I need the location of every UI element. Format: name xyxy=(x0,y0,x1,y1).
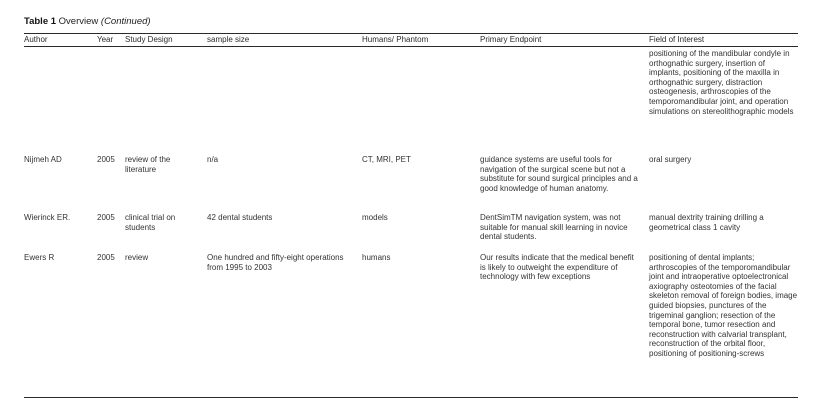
column-header-primary-endpoint: Primary Endpoint xyxy=(480,35,542,44)
table-cell-year: 2005 xyxy=(97,253,115,262)
table-cell-humans-phantom: humans xyxy=(362,253,391,262)
table-cell-sample-size: n/a xyxy=(207,155,219,164)
table-cell-study-design: review xyxy=(125,253,149,262)
table-cell-humans-phantom: models xyxy=(362,213,388,222)
table-cell-field: positioning of dental implants; arthroscopies of the temporomandibular joint and intraoperative optoelectronical axiography osteotomies of the facial skeleton removal of foreign bodies, image guided biopsies, punctures of the trigeminal ganglion; resection of the temporal bone, tumor resection and reconstruction with calvarial transplant, reconstruction of the orbital floor, positioning of positioning-screws xyxy=(649,253,798,358)
table-cell-author: Wierinck ER. xyxy=(24,213,71,222)
column-header-sample-size: sample size xyxy=(207,35,250,44)
table-cell-study-design: review of the literature xyxy=(125,155,171,174)
table-cell-year: 2005 xyxy=(97,155,115,164)
table-cell-primary-endpoint: Our results indicate that the medical benefit is likely to outweight the expenditure of technology with few exceptions xyxy=(480,253,634,282)
table-cell-field: manual dextrity training drilling a geometrical class 1 cavity xyxy=(649,213,764,232)
table-cell-primary-endpoint: DentSimTM navigation system, was not suitable for manual skill learning in novice dental students. xyxy=(480,213,628,242)
table-cell-sample-size: 42 dental students xyxy=(207,213,273,222)
table-cell-humans-phantom: CT, MRI, PET xyxy=(362,155,411,164)
column-header-author: Author xyxy=(24,35,48,44)
table-caption-label: Table 1 xyxy=(24,16,57,27)
table-header-rule xyxy=(24,46,798,47)
table-caption xyxy=(24,16,151,27)
table-cell-year: 2005 xyxy=(97,213,115,222)
column-header-field-of-interest: Field of Interest xyxy=(649,35,705,44)
column-header-study-design: Study Design xyxy=(125,35,173,44)
table-bottom-rule xyxy=(24,397,798,398)
table-cell-study-design: clinical trial on students xyxy=(125,213,176,232)
table-cell-field: oral surgery xyxy=(649,155,692,164)
table-cell-field: positioning of the mandibular condyle in orthognathic surgery, insertion of implants, positioning of the maxilla in orthognathic surgery, distraction osteogenesis, arthroscopies of the temporomandibular joint, and operation simulations on stereolithographic models xyxy=(649,49,794,116)
table-caption-title: Overview xyxy=(56,16,101,27)
table-cell-author: Ewers R xyxy=(24,253,55,262)
table-cell-primary-endpoint: guidance systems are useful tools for navigation of the surgical scene but not a substitute for sound surgical principles and a good knowledge of human anatomy. xyxy=(480,155,638,193)
column-header-year: Year xyxy=(97,35,114,44)
table-caption-suffix: (Continued) xyxy=(100,16,151,27)
table-cell-sample-size: One hundred and fifty-eight operations from 1995 to 2003 xyxy=(207,253,344,272)
table-cell-author: Nijmeh AD xyxy=(24,155,62,164)
column-header-humans-phantom: Humans/ Phantom xyxy=(362,35,429,44)
table-top-rule xyxy=(24,33,798,34)
